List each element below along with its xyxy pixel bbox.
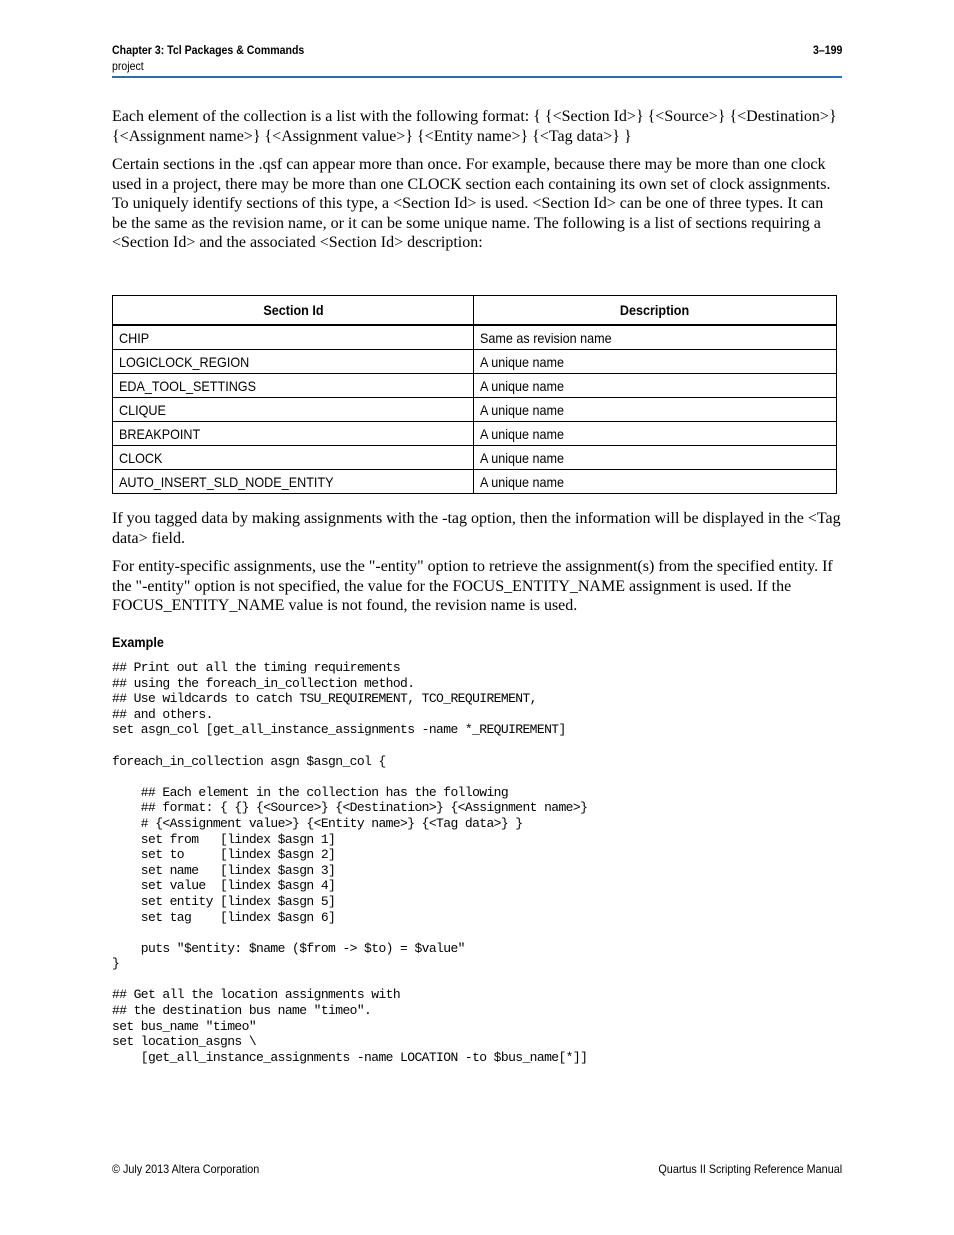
section-name: project	[112, 59, 144, 73]
table-cell: CHIP	[113, 325, 474, 350]
table-cell: EDA_TOOL_SETTINGS	[113, 374, 474, 398]
table-cell: Same as revision name	[474, 325, 837, 350]
table-header-cell: Description	[474, 296, 837, 326]
table-cell: A unique name	[474, 422, 837, 446]
table-row	[113, 350, 837, 374]
page-header	[112, 42, 842, 78]
table-cell: LOGICLOCK_REGION	[113, 350, 474, 374]
table-header-cell: Section Id	[113, 296, 474, 326]
example-heading: Example	[112, 634, 164, 650]
table-row	[113, 325, 837, 350]
table-cell: A unique name	[474, 398, 837, 422]
table-cell: AUTO_INSERT_SLD_NODE_ENTITY	[113, 470, 474, 494]
table-cell: A unique name	[474, 446, 837, 470]
table-cell: BREAKPOINT	[113, 422, 474, 446]
page-number: 3–199	[812, 43, 842, 57]
section-id-table	[112, 295, 837, 494]
chapter-title: Chapter 3: Tcl Packages & Commands	[112, 43, 305, 57]
table-cell: A unique name	[474, 374, 837, 398]
table-cell: CLOCK	[113, 446, 474, 470]
table-row	[113, 398, 837, 422]
paragraph-section-id: Certain sections in the .qsf can appear more than once. For example, because there may be more than one clock used in a project, there may be more than one CLOCK section each containing its own set of clock assignments. To uniquely identify sections of this type, a <Section Id> is used. <Section Id> can be one of three types. It can be the same as the revision name, or it can be some unique name. The following is a list of sections requiring a <Section Id> and the associated <Section Id> description:	[112, 156, 831, 252]
table-header-row	[113, 296, 837, 326]
table-row	[113, 374, 837, 398]
paragraph-tag-data: If you tagged data by making assignments with the -tag option, then the information will be displayed in the <Tag data> field.	[112, 510, 841, 547]
code-example: ## Print out all the timing requirements ## using the foreach_in_collection method. ## Use wildcards to catch TSU_REQUIREMENT, TCO_REQUIREMENT, ## and others. set asgn_col [get_all_instance_assignments -name *_REQUIREMENT] foreach_in_collection asgn $asgn_col { ## Each element in the collection has the following ## format: { {} {<Source>} {<Destination>} {<Assignment name>} # {<Assignment value>} {<Entity name>} {<Tag data>} } set from [lindex $asgn 1] set to [lindex $asgn 2] set name [lindex $asgn 3] set value [lindex $asgn 4] set entity [lindex $asgn 5] set tag [lindex $asgn 6] puts "$entity: $name ($from -> $to) = $value" } ## Get all the location assignments with ## the destination bus name "timeo". set bus_name "timeo" set location_asgns \ [get_all_instance_assignments -name LOCATION -to $bus_name[*]]	[112, 660, 588, 1065]
paragraph-collection-format: Each element of the collection is a list with the following format: { {<Section Id>} {<Source>} {<Destination>} {<Assignment name>} {<Assignment value>} {<Entity name>} {<Tag data>} }	[112, 108, 837, 145]
table-row	[113, 422, 837, 446]
footer-manual-title: Quartus II Scripting Reference Manual	[658, 1162, 842, 1176]
table-cell: A unique name	[474, 350, 837, 374]
table-row	[113, 446, 837, 470]
footer-copyright: © July 2013 Altera Corporation	[112, 1162, 260, 1176]
paragraph-entity: For entity-specific assignments, use the "-entity" option to retrieve the assignment(s) from the specified entity. If the "-entity" option is not specified, the value for the FOCUS_ENTITY_NAME assignment is used. If the FOCUS_ENTITY_NAME value is not found, the revision name is used.	[112, 558, 833, 615]
table-row	[113, 470, 837, 494]
table-cell: A unique name	[474, 470, 837, 494]
table-cell: CLIQUE	[113, 398, 474, 422]
